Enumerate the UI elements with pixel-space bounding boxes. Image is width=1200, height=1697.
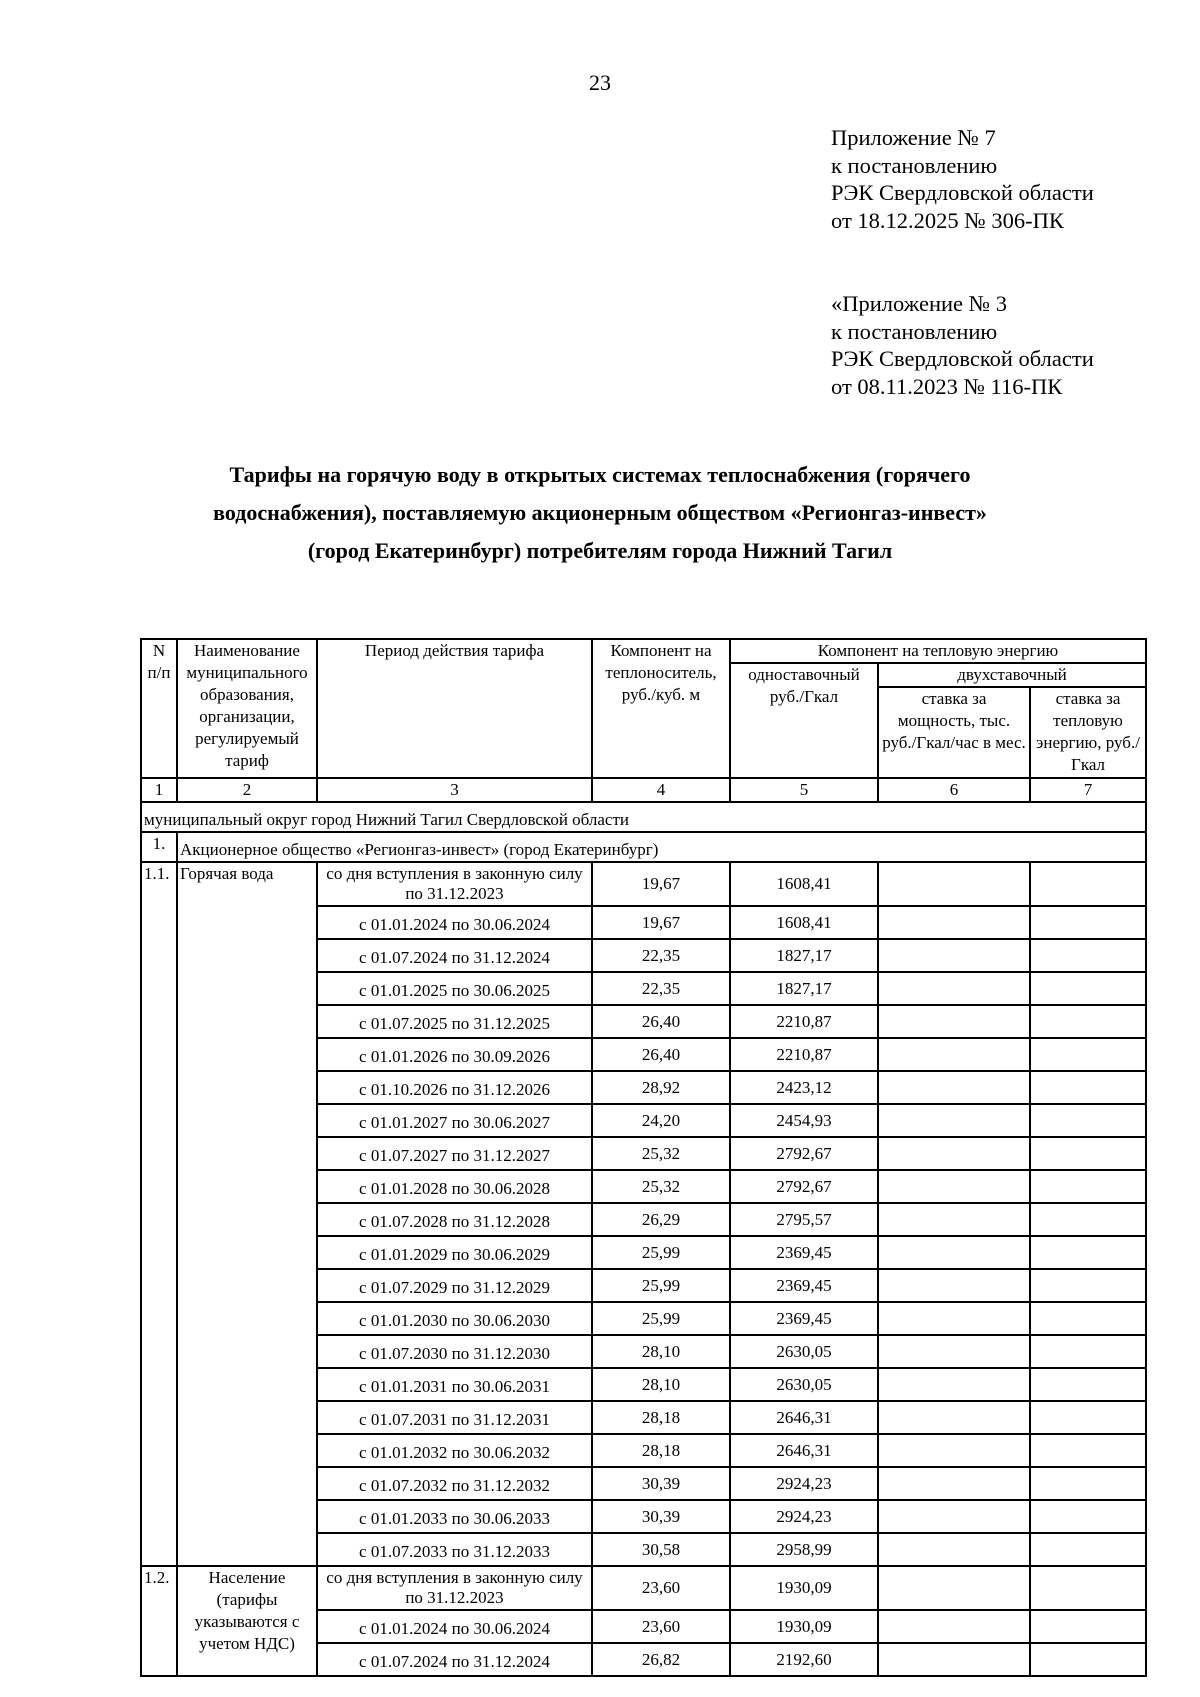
- single-rate-value: 2646,31: [730, 1401, 878, 1434]
- carrier-value: 23,60: [592, 1566, 730, 1610]
- single-rate-value: 2210,87: [730, 1005, 878, 1038]
- period-cell: со дня вступления в законную силу по 31.12.2023: [317, 1566, 592, 1610]
- annex-line: РЭК Свердловской области: [831, 346, 1094, 371]
- annex-line: РЭК Свердловской области: [831, 180, 1094, 205]
- energy-rate-value: [1030, 1566, 1146, 1610]
- column-number: 5: [730, 778, 878, 802]
- single-rate-value: 2924,23: [730, 1500, 878, 1533]
- single-rate-value: 2454,93: [730, 1104, 878, 1137]
- annex-line: к постановлению: [831, 152, 998, 178]
- energy-rate-value: [1030, 1137, 1146, 1170]
- capacity-rate-value: [878, 1071, 1030, 1104]
- period-cell: с 01.07.2027 по 31.12.2027: [317, 1137, 592, 1170]
- capacity-rate-value: [878, 1533, 1030, 1566]
- period-cell: с 01.01.2029 по 30.06.2029: [317, 1236, 592, 1269]
- energy-rate-value: [1030, 862, 1146, 906]
- single-rate-value: 1608,41: [730, 862, 878, 906]
- single-rate-value: 2792,67: [730, 1170, 878, 1203]
- energy-rate-value: [1030, 1335, 1146, 1368]
- carrier-value: 25,99: [592, 1302, 730, 1335]
- annex-heading-old: [831, 290, 1094, 400]
- period-cell: с 01.07.2033 по 31.12.2033: [317, 1533, 592, 1566]
- period-cell: с 01.01.2031 по 30.06.2031: [317, 1368, 592, 1401]
- carrier-value: 30,39: [592, 1500, 730, 1533]
- energy-rate-value: [1030, 1005, 1146, 1038]
- energy-rate-value: [1030, 1038, 1146, 1071]
- column-number-row: [141, 778, 1146, 802]
- carrier-value: 30,39: [592, 1467, 730, 1500]
- carrier-value: 26,82: [592, 1643, 730, 1676]
- single-rate-value: 2646,31: [730, 1434, 878, 1467]
- title-line: водоснабжения), поставляемую акционерным обществом «Регионгаз-инвест»: [213, 500, 987, 525]
- column-number: 6: [878, 778, 1030, 802]
- period-cell: с 01.07.2029 по 31.12.2029: [317, 1269, 592, 1302]
- municipality-name: муниципальный округ город Нижний Тагил Свердловской области: [141, 802, 1146, 832]
- period-cell: с 01.07.2024 по 31.12.2024: [317, 1643, 592, 1676]
- capacity-rate-value: [878, 1401, 1030, 1434]
- period-cell: с 01.01.2026 по 30.09.2026: [317, 1038, 592, 1071]
- single-rate-value: 2924,23: [730, 1467, 878, 1500]
- single-rate-value: 2369,45: [730, 1269, 878, 1302]
- group-name: Население (тарифы указываются с учетом НДС): [177, 1566, 317, 1676]
- capacity-rate-value: [878, 1335, 1030, 1368]
- period-cell: с 01.07.2024 по 31.12.2024: [317, 939, 592, 972]
- single-rate-value: 2958,99: [730, 1533, 878, 1566]
- energy-rate-value: [1030, 1236, 1146, 1269]
- capacity-rate-value: [878, 1566, 1030, 1610]
- carrier-value: 28,18: [592, 1401, 730, 1434]
- capacity-rate-value: [878, 1643, 1030, 1676]
- carrier-value: 22,35: [592, 939, 730, 972]
- carrier-value: 25,99: [592, 1236, 730, 1269]
- tariff-table: [140, 638, 1147, 1677]
- column-number: 2: [177, 778, 317, 802]
- single-rate-value: 1930,09: [730, 1610, 878, 1643]
- header-capacity-rate: ставка за мощность, тыс. руб./Гкал/час в мес.: [878, 687, 1030, 778]
- annex-line: от 08.11.2023 № 116-ПК: [831, 373, 1063, 399]
- energy-rate-value: [1030, 1533, 1146, 1566]
- capacity-rate-value: [878, 1203, 1030, 1236]
- table-row: [141, 862, 1146, 906]
- document-title: [0, 456, 1200, 570]
- energy-rate-value: [1030, 1467, 1146, 1500]
- carrier-value: 24,20: [592, 1104, 730, 1137]
- capacity-rate-value: [878, 906, 1030, 939]
- period-cell: с 01.01.2032 по 30.06.2032: [317, 1434, 592, 1467]
- carrier-value: 26,29: [592, 1203, 730, 1236]
- energy-rate-value: [1030, 1643, 1146, 1676]
- carrier-value: 30,58: [592, 1533, 730, 1566]
- capacity-rate-value: [878, 862, 1030, 906]
- capacity-rate-value: [878, 1005, 1030, 1038]
- header-energy: Компонент на тепловую энергию: [730, 639, 1146, 663]
- carrier-value: 19,67: [592, 906, 730, 939]
- period-cell: с 01.07.2025 по 31.12.2025: [317, 1005, 592, 1038]
- single-rate-value: 2369,45: [730, 1302, 878, 1335]
- header-period: Период действия тарифа: [317, 639, 592, 778]
- carrier-value: 25,32: [592, 1137, 730, 1170]
- table-row: [141, 1566, 1146, 1610]
- header-carrier: Компонент на теплоноситель, руб./куб. м: [592, 639, 730, 778]
- capacity-rate-value: [878, 1500, 1030, 1533]
- header-two-part: двухставочный: [878, 663, 1146, 687]
- title-line: Тарифы на горячую воду в открытых системах теплоснабжения (горячего: [229, 462, 971, 487]
- carrier-value: 25,32: [592, 1170, 730, 1203]
- period-cell: с 01.07.2028 по 31.12.2028: [317, 1203, 592, 1236]
- carrier-value: 28,10: [592, 1368, 730, 1401]
- single-rate-value: 2423,12: [730, 1071, 878, 1104]
- energy-rate-value: [1030, 1368, 1146, 1401]
- capacity-rate-value: [878, 1302, 1030, 1335]
- capacity-rate-value: [878, 1104, 1030, 1137]
- group-num: 1.2.: [141, 1566, 177, 1676]
- capacity-rate-value: [878, 1368, 1030, 1401]
- energy-rate-value: [1030, 1302, 1146, 1335]
- energy-rate-value: [1030, 1170, 1146, 1203]
- energy-rate-value: [1030, 906, 1146, 939]
- period-cell: с 01.01.2030 по 30.06.2030: [317, 1302, 592, 1335]
- carrier-value: 28,92: [592, 1071, 730, 1104]
- period-cell: с 01.01.2027 по 30.06.2027: [317, 1104, 592, 1137]
- column-number: 7: [1030, 778, 1146, 802]
- energy-rate-value: [1030, 1500, 1146, 1533]
- carrier-value: 23,60: [592, 1610, 730, 1643]
- header-row: [141, 639, 1146, 663]
- carrier-value: 26,40: [592, 1005, 730, 1038]
- single-rate-value: 1930,09: [730, 1566, 878, 1610]
- group-num: 1.1.: [141, 862, 177, 1566]
- header-name: Наименование муниципального образования, организации, регулируемый тариф: [177, 639, 317, 778]
- energy-rate-value: [1030, 1071, 1146, 1104]
- period-cell: с 01.10.2026 по 31.12.2026: [317, 1071, 592, 1104]
- carrier-value: 28,18: [592, 1434, 730, 1467]
- column-number: 1: [141, 778, 177, 802]
- period-cell: с 01.07.2030 по 31.12.2030: [317, 1335, 592, 1368]
- header-num: N п/п: [141, 639, 177, 778]
- period-cell: с 01.07.2031 по 31.12.2031: [317, 1401, 592, 1434]
- organization-name: Акционерное общество «Регионгаз-инвест» (город Екатеринбург): [177, 832, 1146, 862]
- column-number: 3: [317, 778, 592, 802]
- annex-line: от 18.12.2025 № 306-ПК: [831, 207, 1064, 233]
- organization-row: [141, 832, 1146, 862]
- annex-heading-new: [831, 124, 1094, 234]
- capacity-rate-value: [878, 1610, 1030, 1643]
- capacity-rate-value: [878, 939, 1030, 972]
- single-rate-value: 2210,87: [730, 1038, 878, 1071]
- carrier-value: 25,99: [592, 1269, 730, 1302]
- single-rate-value: 2630,05: [730, 1368, 878, 1401]
- single-rate-value: 2630,05: [730, 1335, 878, 1368]
- energy-rate-value: [1030, 939, 1146, 972]
- header-energy-rate: ставка за тепловую энергию, руб./Гкал: [1030, 687, 1146, 778]
- energy-rate-value: [1030, 972, 1146, 1005]
- capacity-rate-value: [878, 1434, 1030, 1467]
- single-rate-value: 1827,17: [730, 939, 878, 972]
- capacity-rate-value: [878, 972, 1030, 1005]
- single-rate-value: 2192,60: [730, 1643, 878, 1676]
- carrier-value: 19,67: [592, 862, 730, 906]
- energy-rate-value: [1030, 1203, 1146, 1236]
- energy-rate-value: [1030, 1434, 1146, 1467]
- organization-num: 1.: [141, 832, 177, 862]
- period-cell: с 01.01.2024 по 30.06.2024: [317, 906, 592, 939]
- energy-rate-value: [1030, 1269, 1146, 1302]
- carrier-value: 28,10: [592, 1335, 730, 1368]
- header-single-rate: одноставочный руб./Гкал: [730, 663, 878, 778]
- period-cell: с 01.01.2024 по 30.06.2024: [317, 1610, 592, 1643]
- energy-rate-value: [1030, 1104, 1146, 1137]
- municipality-row: [141, 802, 1146, 832]
- column-number: 4: [592, 778, 730, 802]
- capacity-rate-value: [878, 1236, 1030, 1269]
- single-rate-value: 2795,57: [730, 1203, 878, 1236]
- energy-rate-value: [1030, 1401, 1146, 1434]
- title-line: (город Екатеринбург) потребителям города Нижний Тагил: [307, 538, 893, 563]
- energy-rate-value: [1030, 1610, 1146, 1643]
- carrier-value: 26,40: [592, 1038, 730, 1071]
- annex-line: к постановлению: [831, 318, 998, 344]
- single-rate-value: 2369,45: [730, 1236, 878, 1269]
- single-rate-value: 1827,17: [730, 972, 878, 1005]
- single-rate-value: 1608,41: [730, 906, 878, 939]
- carrier-value: 22,35: [592, 972, 730, 1005]
- period-cell: с 01.01.2033 по 30.06.2033: [317, 1500, 592, 1533]
- page-number: 23: [589, 70, 611, 95]
- group-name: Горячая вода: [177, 862, 317, 1566]
- period-cell: со дня вступления в законную силу по 31.12.2023: [317, 862, 592, 906]
- period-cell: с 01.01.2028 по 30.06.2028: [317, 1170, 592, 1203]
- capacity-rate-value: [878, 1038, 1030, 1071]
- capacity-rate-value: [878, 1467, 1030, 1500]
- capacity-rate-value: [878, 1269, 1030, 1302]
- capacity-rate-value: [878, 1137, 1030, 1170]
- period-cell: с 01.01.2025 по 30.06.2025: [317, 972, 592, 1005]
- period-cell: с 01.07.2032 по 31.12.2032: [317, 1467, 592, 1500]
- annex-line: Приложение № 7: [831, 125, 996, 150]
- annex-line: «Приложение № 3: [831, 291, 1007, 316]
- single-rate-value: 2792,67: [730, 1137, 878, 1170]
- capacity-rate-value: [878, 1170, 1030, 1203]
